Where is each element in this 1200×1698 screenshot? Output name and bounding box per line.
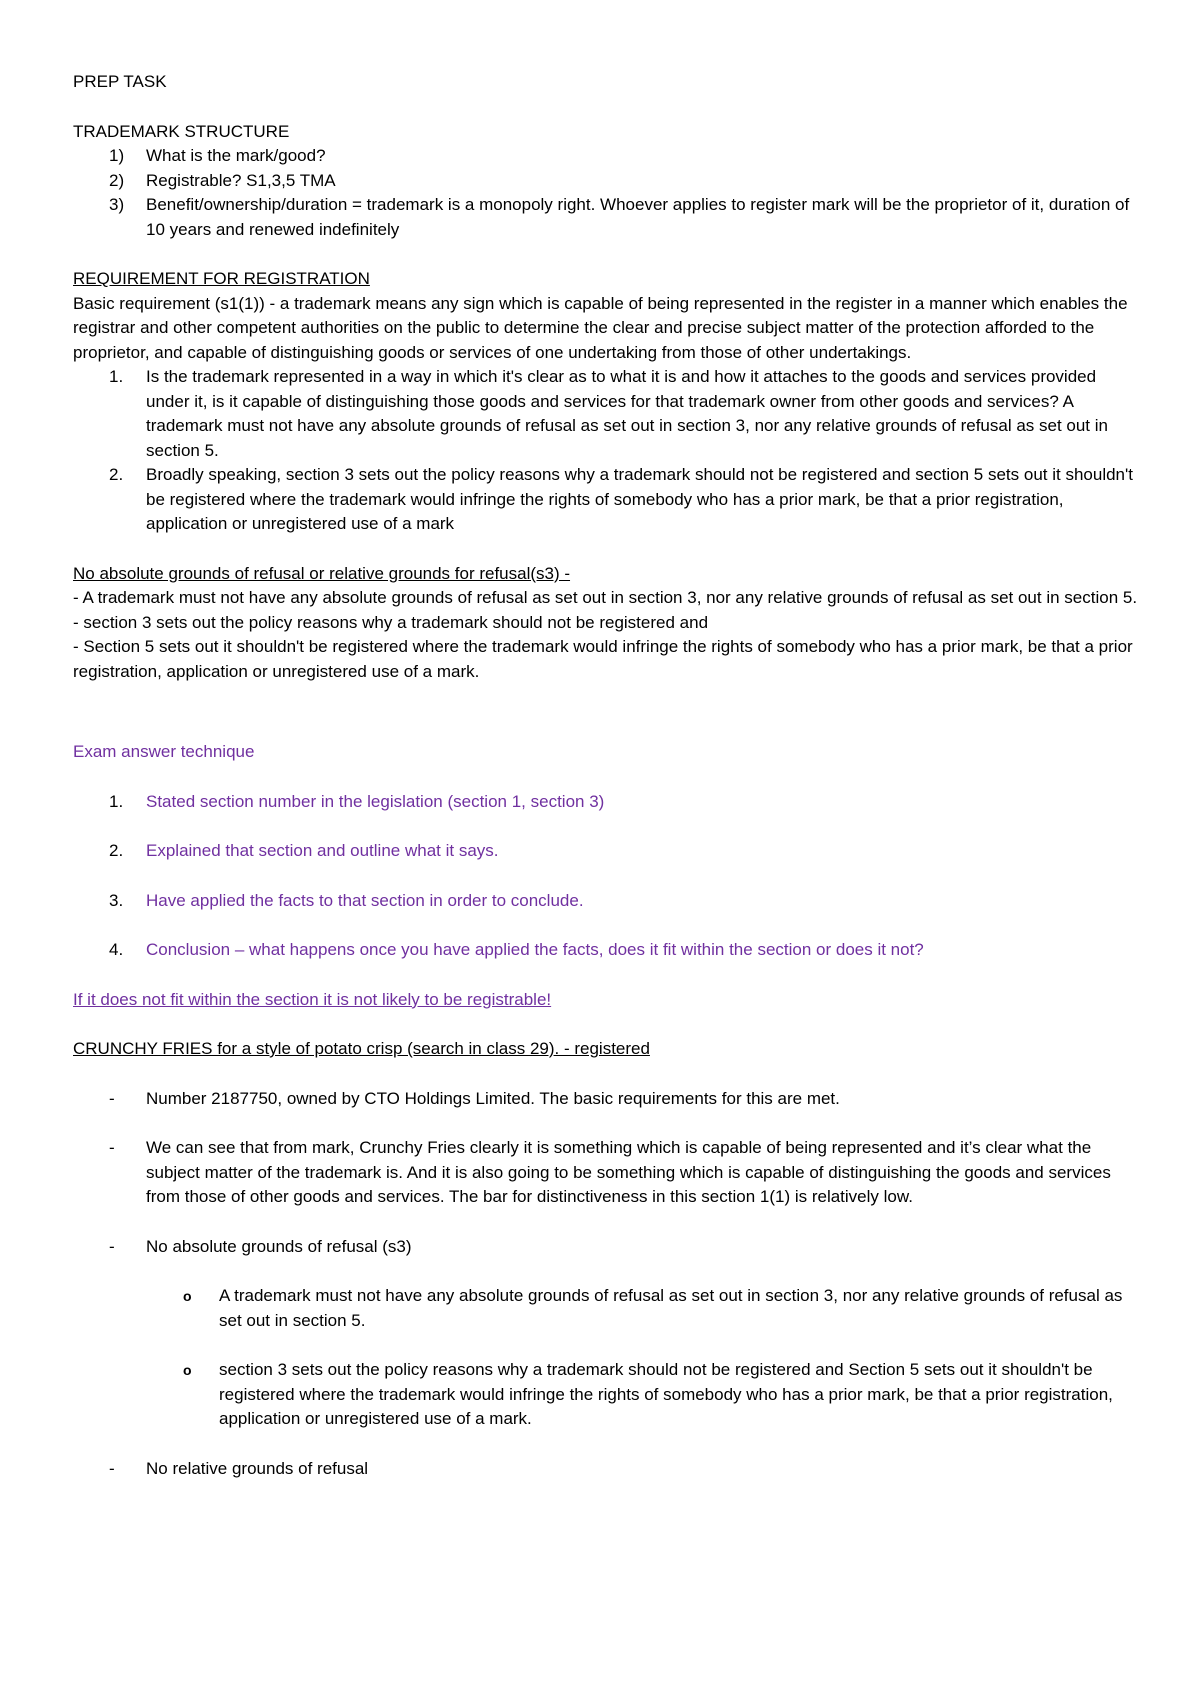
bullet-text: Number 2187750, owned by CTO Holdings Limited. The basic requirements for this are met. bbox=[146, 1088, 840, 1108]
sub-bullet-marker: o bbox=[183, 1288, 192, 1304]
step-number: 1. bbox=[109, 791, 124, 811]
step-number: 3. bbox=[109, 890, 124, 910]
step-text: Explained that section and outline what it says. bbox=[146, 841, 499, 860]
exam-step bbox=[73, 938, 1143, 963]
dash-marker: - bbox=[109, 1236, 115, 1256]
list-item bbox=[73, 144, 1143, 169]
dash-marker: - bbox=[109, 1138, 115, 1157]
list-item bbox=[73, 365, 1143, 463]
sub-bullet-item bbox=[73, 1284, 1143, 1333]
dash-marker: - bbox=[109, 1458, 115, 1478]
list-item bbox=[73, 169, 1143, 194]
list-item bbox=[73, 193, 1143, 242]
absolute-heading: No absolute grounds of refusal or relative grounds for refusal(s3) - bbox=[73, 563, 571, 583]
structure-heading: TRADEMARK STRUCTURE bbox=[73, 121, 290, 141]
list-text: Benefit/ownership/duration = trademark is a monopoly right. Whoever applies to register mark will be the proprietor of it, duration of 10 years and renewed indefinitely bbox=[146, 195, 1130, 239]
document-page bbox=[73, 70, 1143, 1481]
sub-bullet-text: A trademark must not have any absolute grounds of refusal as set out in section 3, nor any relative grounds of refusal as set out in section 5. bbox=[219, 1286, 1123, 1330]
exam-step bbox=[73, 839, 1143, 864]
list-number: 2) bbox=[109, 170, 125, 190]
step-text: Have applied the facts to that section in order to conclude. bbox=[146, 890, 584, 910]
step-text: Conclusion – what happens once you have applied the facts, does it fit within the section or does it not? bbox=[146, 940, 924, 959]
step-number: 4. bbox=[109, 940, 124, 959]
bullet-item bbox=[73, 1136, 1143, 1210]
requirement-heading: REQUIREMENT FOR REGISTRATION bbox=[73, 269, 370, 288]
list-number: 2. bbox=[109, 465, 124, 484]
list-text: Broadly speaking, section 3 sets out the policy reasons why a trademark should not be registered and section 5 sets out it shouldn't be registered where the trademark would infringe the rights of somebody who has a prior mark, be that a prior registration, application or unregistered use of a mark bbox=[146, 465, 1133, 533]
list-text: What is the mark/good? bbox=[146, 146, 326, 165]
list-number: 1. bbox=[109, 367, 124, 386]
sub-bullet-marker: o bbox=[183, 1362, 192, 1378]
step-text: Stated section number in the legislation (section 1, section 3) bbox=[146, 791, 605, 811]
crunchy-heading: CRUNCHY FRIES for a style of potato crisp (search in class 29). - registered bbox=[73, 1039, 650, 1058]
list-item bbox=[73, 463, 1143, 537]
exam-heading: Exam answer technique bbox=[73, 742, 255, 761]
exam-step bbox=[73, 790, 1143, 815]
sub-bullet-text: section 3 sets out the policy reasons why a trademark should not be registered and Section 5 sets out it shouldn't be registered where the trademark would infringe the rights of somebody who has a prior mark, be that a prior registration, application or unregistered use of a mark. bbox=[219, 1360, 1113, 1428]
absolute-line: - Section 5 sets out it shouldn't be registered where the trademark would infringe the rights of somebody who has a prior mark, be that a prior registration, application or unregistered use of a mark. bbox=[73, 637, 1133, 681]
absolute-line: - section 3 sets out the policy reasons why a trademark should not be registered and bbox=[73, 612, 709, 632]
list-text: Is the trademark represented in a way in which it's clear as to what it is and how it attaches to the goods and services provided under it, is it capable of distinguishing those goods and services for that trademark owner from other goods and services? A trademark must not have any absolute grounds of refusal as set out in section 3, nor any relative grounds of refusal as set out in section 5. bbox=[146, 367, 1108, 460]
bullet-item bbox=[73, 1457, 1143, 1482]
list-number: 1) bbox=[109, 146, 125, 165]
bullet-text: We can see that from mark, Crunchy Fries clearly it is something which is capable of being represented and it’s clear what the subject matter of the trademark is. And it is also going to be something which is capable of distinguishing the goods and services from those of other goods and services. The bar for distinctiveness in this section 1(1) is relatively low. bbox=[146, 1138, 1111, 1206]
bullet-text: No relative grounds of refusal bbox=[146, 1458, 369, 1478]
bullet-item bbox=[73, 1235, 1143, 1260]
sub-bullet-item bbox=[73, 1358, 1143, 1432]
exam-step bbox=[73, 889, 1143, 914]
bullet-item bbox=[73, 1087, 1143, 1112]
bullet-text: No absolute grounds of refusal (s3) bbox=[146, 1236, 412, 1256]
basic-requirement: Basic requirement (s1(1)) - a trademark means any sign which is capable of being represented in the register in a manner which enables the registrar and other competent authorities on the public to determine the clear and precise subject matter of the protection afforded to the proprietor, and capable of distinguishing goods or services of one undertaking from those of other undertakings. bbox=[73, 293, 1128, 362]
registrability-warning: If it does not fit within the section it is not likely to be registrable! bbox=[73, 989, 552, 1009]
page-title: PREP TASK bbox=[73, 72, 167, 91]
step-number: 2. bbox=[109, 841, 124, 860]
list-number: 3) bbox=[109, 195, 125, 214]
list-text: Registrable? S1,3,5 TMA bbox=[146, 170, 336, 190]
dash-marker: - bbox=[109, 1088, 115, 1108]
absolute-line: - A trademark must not have any absolute grounds of refusal as set out in section 3, nor any relative grounds of refusal as set out in section 5. bbox=[73, 588, 1138, 607]
